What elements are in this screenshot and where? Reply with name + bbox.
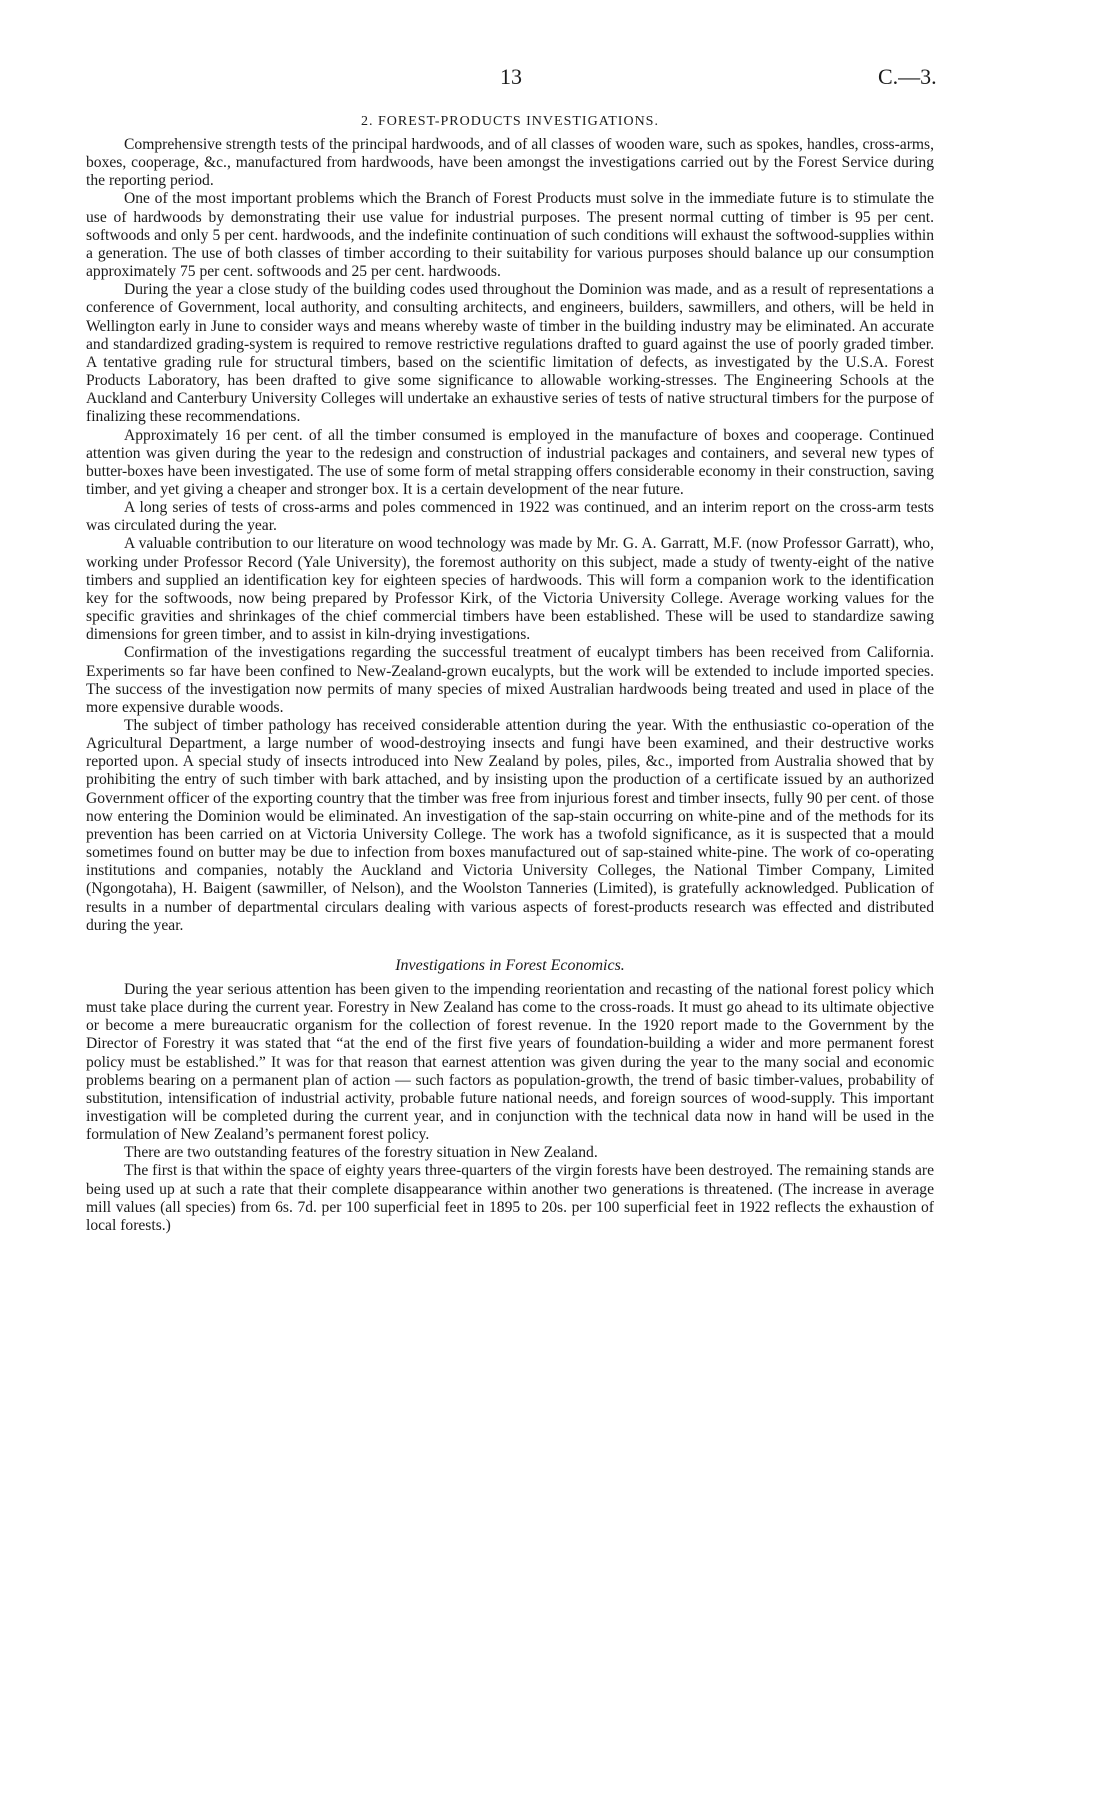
paragraph: During the year a close study of the building codes used throughout the Dominion was made, and as a result of representations a conference of Government, local authority, and consulting architects, and engineers, builders, sawmillers, and others, will be held in Wellington early in June to consider ways and means whereby waste of timber in the building industry may be eliminated. An accurate and standardized grading-system is required to remove restrictive regulations drafted to guard against the use of poorly graded timber. A tentative grading rule for structural timbers, based on the scientific limitation of defects, as investigated by the U.S.A. Forest Products Laboratory, has been drafted to give some significance to allowable working-stresses. The Engineering Schools at the Auckland and Canterbury University Colleges will undertake an exhaustive series of tests of native structural timbers for the purpose of finalizing these recommendations. — [86, 281, 934, 426]
section-forest-economics — [86, 957, 934, 1235]
section-forest-products — [86, 114, 934, 935]
paragraph: Confirmation of the investigations regarding the successful treatment of eucalypt timbers has been received from California. Experiments so far have been confined to New-Zealand-grown eucalypts, but the work will be extended to include imported species. The success of the investigation now permits of many species of mixed Australian hardwoods being treated and used in place of the more expensive durable woods. — [86, 644, 934, 716]
paragraph: One of the most important problems which the Branch of Forest Products must solve in the immediate future is to stimulate the use of hardwoods by demonstrating their use value for industrial purposes. The present normal cutting of timber is 95 per cent. softwoods and only 5 per cent. hardwoods, and the indefinite continuation of such conditions will exhaust the softwood-supplies within a generation. The use of both classes of timber according to their suitability for various purposes should balance up our consumption approximately 75 per cent. softwoods and 25 per cent. hardwoods. — [86, 190, 934, 281]
paragraph: A valuable contribution to our literature on wood technology was made by Mr. G. A. Garratt, M.F. (now Professor Garratt), who, working under Professor Record (Yale University), the foremost authority on this subject, made a study of twenty-eight of the native timbers and supplied an identification key for eighteen species of hardwoods. This will form a companion work to the identification key for the softwoods, now being prepared by Professor Kirk, of the Victoria University College. Average working values for the specific gravities and shrinkages of the chief commercial timbers have been established. These will be used to standardize sawing dimensions for green timber, and to assist in kiln-drying investigations. — [86, 535, 934, 644]
paragraph: During the year serious attention has been given to the impending reorientation and recasting of the national forest policy which must take place during the current year. Forestry in New Zealand has come to the cross-roads. It must go ahead to its ultimate objective or become a mere bureaucratic organism for the collection of forest revenue. In the 1920 report made to the Government by the Director of Forestry it was stated that “at the end of the first five years of foundation-building a wider and more permanent forest policy must be established.” It was for that reason that earnest attention was given during the year to the many social and economic problems bearing on a permanent plan of action — such factors as population-growth, the trend of basic timber-values, probability of substitution, intensification of industrial activity, probable future national needs, and foreign sources of wood-supply. This important investigation will be completed during the current year, and in conjunction with the technical data now in hand will be used in the formulation of New Zealand’s permanent forest policy. — [86, 980, 934, 1144]
paragraph: A long series of tests of cross-arms and poles commenced in 1922 was continued, and an interim report on the cross-arm tests was circulated during the year. — [86, 499, 934, 535]
page-header — [0, 64, 1114, 94]
section-title: 2. FOREST-PRODUCTS INVESTIGATIONS. — [361, 114, 659, 129]
paragraph: Comprehensive strength tests of the principal hardwoods, and of all classes of wooden ware, such as spokes, handles, cross-arms, boxes, cooperage, &c., manufactured from hardwoods, have been amongst the investigations carried out by the Forest Service during the reporting period. — [86, 136, 934, 190]
subsection-title: Investigations in Forest Economics. — [395, 956, 625, 974]
page-number: 13 — [500, 64, 522, 89]
paragraph: There are two outstanding features of the forestry situation in New Zealand. — [124, 1144, 598, 1162]
paragraph: The first is that within the space of eighty years three-quarters of the virgin forests have been destroyed. The remaining stands are being used up at such a rate that their complete disappearance within another two generations is threatened. (The increase in average mill values (all species) from 6s. 7d. per 100 superficial feet in 1895 to 20s. per 100 superficial feet in 1922 reflects the exhaustion of local forests.) — [86, 1162, 934, 1234]
page-content — [86, 114, 934, 1235]
document-reference: C.—3. — [878, 64, 937, 89]
paragraph: The subject of timber pathology has received considerable attention during the year. With the enthusiastic co-operation of the Agricultural Department, a large number of wood-destroying insects and fungi have been examined, and their destructive works reported upon. A special study of insects introduced into New Zealand by poles, piles, &c., imported from Australia showed that by prohibiting the entry of such timber with bark attached, and by insisting upon the production of a certificate issued by an authorized Government officer of the exporting country that the timber was free from injurious forest and timber insects, fully 90 per cent. of those now entering the Dominion would be eliminated. An investigation of the sap-stain occurring on white-pine and of the methods for its prevention has been carried on at Victoria University College. The work has a twofold significance, as it is suspected that a mould sometimes found on butter may be due to infection from boxes manufactured out of sap-stained white-pine. The work of co-operating institutions and companies, notably the Auckland and Victoria University Colleges, the National Timber Company, Limited (Ngongotaha), H. Baigent (sawmiller, of Nelson), and the Woolston Tanneries (Limited), is gratefully acknowledged. Publication of results in a number of departmental circulars dealing with various aspects of forest-products research was effected and distributed during the year. — [86, 717, 934, 934]
paragraph: Approximately 16 per cent. of all the timber consumed is employed in the manufacture of boxes and cooperage. Continued attention was given during the year to the redesign and construction of industrial packages and containers, and several new types of butter-boxes have been investigated. The use of some form of metal strapping offers considerable economy in their construction, saving timber, and yet giving a cheaper and stronger box. It is a certain development of the near future. — [86, 426, 934, 498]
